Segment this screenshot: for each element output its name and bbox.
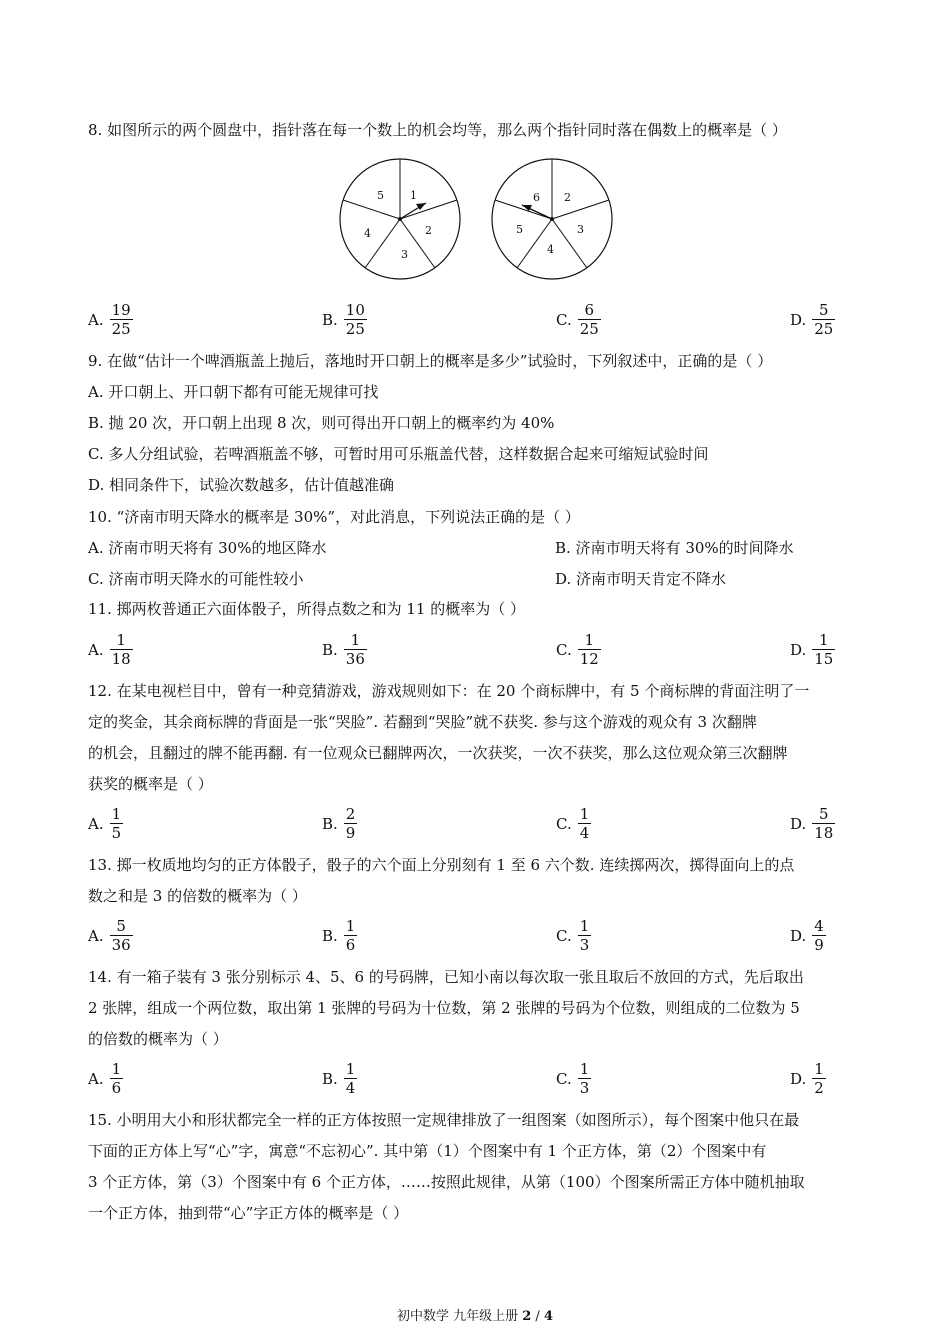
- q15-line-1: 15. 小明用大小和形状都完全一样的正方体按照一定规律排放了一组图案（如图所示），每个图案中他只在最: [88, 1111, 800, 1129]
- q11-option-a: A. $\frac{1}{18}$: [88, 631, 131, 668]
- q8-spinner-figure: [330, 155, 630, 290]
- q14-option-b: B. $\frac{1}{4}$: [322, 1060, 356, 1097]
- q10-option-c: C. 济南市明天降水的可能性较小: [88, 570, 304, 588]
- q8-stem: 8. 如图所示的两个圆盘中，指针落在每一个数上的机会均等，那么两个指针同时落在偶数上的概率是（ ）: [88, 121, 787, 139]
- q15-line-4: 一个正方体，抽到带“心”字正方体的概率是（ ）: [88, 1204, 409, 1222]
- q8-option-c: C. $\frac{6}{25}$: [556, 301, 599, 338]
- q9-option-c: C. 多人分组试验，若啤酒瓶盖不够，可暂时用可乐瓶盖代替，这样数据合起来可缩短试验时间: [88, 445, 709, 463]
- q12-option-b: B. $\frac{2}{9}$: [322, 805, 356, 842]
- q13-option-b: B. $\frac{1}{6}$: [322, 917, 356, 954]
- q12-line-2: 定的奖金，其余商标牌的背面是一张“哭脸”. 若翻到“哭脸”就不获奖. 参与这个游戏的观众有 3 次翻牌: [88, 713, 757, 731]
- q13-option-d: D. $\frac{4}{9}$: [790, 917, 824, 954]
- q13-line-1: 13. 掷一枚质地均匀的正方体骰子，骰子的六个面上分别刻有 1 至 6 六个数. 连续掷两次，掷得面向上的点: [88, 856, 795, 874]
- q12-line-4: 获奖的概率是（ ）: [88, 775, 213, 793]
- disk2-label: 6: [533, 191, 540, 204]
- q9-option-a: A. 开口朝上、开口朝下都有可能无规律可找: [88, 383, 379, 401]
- disk1-label: 3: [401, 248, 408, 261]
- q11-stem: 11. 掷两枚普通正六面体骰子，所得点数之和为 11 的概率为（ ）: [88, 600, 526, 618]
- q12-line-1: 12. 在某电视栏目中，曾有一种竞猜游戏，游戏规则如下：在 20 个商标牌中，有 5 个商标牌的背面注明了一: [88, 682, 810, 700]
- q8-option-d: D. $\frac{5}{25}$: [790, 301, 834, 338]
- q11-option-c: C. $\frac{1}{12}$: [556, 631, 599, 668]
- q12-option-c: C. $\frac{1}{4}$: [556, 805, 590, 842]
- q10-stem: 10. “济南市明天降水的概率是 30%”，对此消息，下列说法正确的是（ ）: [88, 508, 580, 526]
- footer-title: 初中数学 九年级上册: [396, 1309, 523, 1324]
- q15-line-3: 3 个正方体，第（3）个图案中有 6 个正方体，……按照此规律，从第（100）个图案所需正方体中随机抽取: [88, 1173, 805, 1191]
- q14-option-d: D. $\frac{1}{2}$: [790, 1060, 824, 1097]
- disk1-label: 5: [377, 189, 384, 202]
- q10-option-d: D. 济南市明天肯定不降水: [555, 570, 727, 588]
- q9-option-d: D. 相同条件下，试验次数越多，估计值越准确: [88, 476, 395, 494]
- disk2-label: 4: [547, 243, 554, 256]
- q11-option-b: B. $\frac{1}{36}$: [322, 631, 365, 668]
- footer-separator: /: [531, 1309, 544, 1324]
- footer-page-number: 2: [522, 1309, 532, 1324]
- disk2-label: 3: [577, 223, 584, 236]
- spinner-disk-1: [340, 159, 460, 279]
- q13-option-a: A. $\frac{5}{36}$: [88, 917, 131, 954]
- q10-option-a: A. 济南市明天将有 30%的地区降水: [88, 539, 327, 557]
- disk1-label: 4: [364, 227, 371, 240]
- q12-line-3: 的机会，且翻过的牌不能再翻. 有一位观众已翻牌两次，一次获奖，一次不获奖，那么这位观众第三次翻牌: [88, 744, 788, 762]
- q14-line-3: 的倍数的概率为（ ）: [88, 1030, 228, 1048]
- q12-option-a: A. $\frac{1}{5}$: [88, 805, 122, 842]
- page-footer: [0, 1305, 950, 1324]
- q12-option-d: D. $\frac{5}{18}$: [790, 805, 834, 842]
- footer-total-pages: 4: [543, 1309, 553, 1324]
- q11-option-d: D. $\frac{1}{15}$: [790, 631, 834, 668]
- q9-stem: 9. 在做“估计一个啤酒瓶盖上抛后，落地时开口朝上的概率是多少”试验时，下列叙述中，正确的是（ ）: [88, 352, 773, 370]
- disk1-label: 2: [425, 224, 432, 237]
- disk2-label: 5: [516, 223, 523, 236]
- q10-option-b: B. 济南市明天将有 30%的时间降水: [555, 539, 794, 557]
- q13-line-2: 数之和是 3 的倍数的概率为（ ）: [88, 887, 307, 905]
- q15-line-2: 下面的正方体上写“心”字，寓意“不忘初心”. 其中第（1）个图案中有 1 个正方体，第（2）个图案中有: [88, 1142, 767, 1160]
- q8-option-a: A. $\frac{19}{25}$: [88, 301, 131, 338]
- disk1-label: 1: [410, 189, 417, 202]
- q13-option-c: C. $\frac{1}{3}$: [556, 917, 590, 954]
- spinner-disk-2: [492, 159, 612, 279]
- q14-line-2: 2 张牌，组成一个两位数，取出第 1 张牌的号码为十位数，第 2 张牌的号码为个位数，则组成的二位数为 5: [88, 999, 800, 1017]
- q9-option-b: B. 抛 20 次，开口朝上出现 8 次，则可得出开口朝上的概率约为 40%: [88, 414, 555, 432]
- q14-option-a: A. $\frac{1}{6}$: [88, 1060, 122, 1097]
- q14-line-1: 14. 有一箱子装有 3 张分别标示 4、5、6 的号码牌，已知小南以每次取一张且取后不放回的方式，先后取出: [88, 968, 804, 986]
- disk2-label: 2: [564, 191, 571, 204]
- q14-option-c: C. $\frac{1}{3}$: [556, 1060, 590, 1097]
- q8-option-b: B. $\frac{10}{25}$: [322, 301, 365, 338]
